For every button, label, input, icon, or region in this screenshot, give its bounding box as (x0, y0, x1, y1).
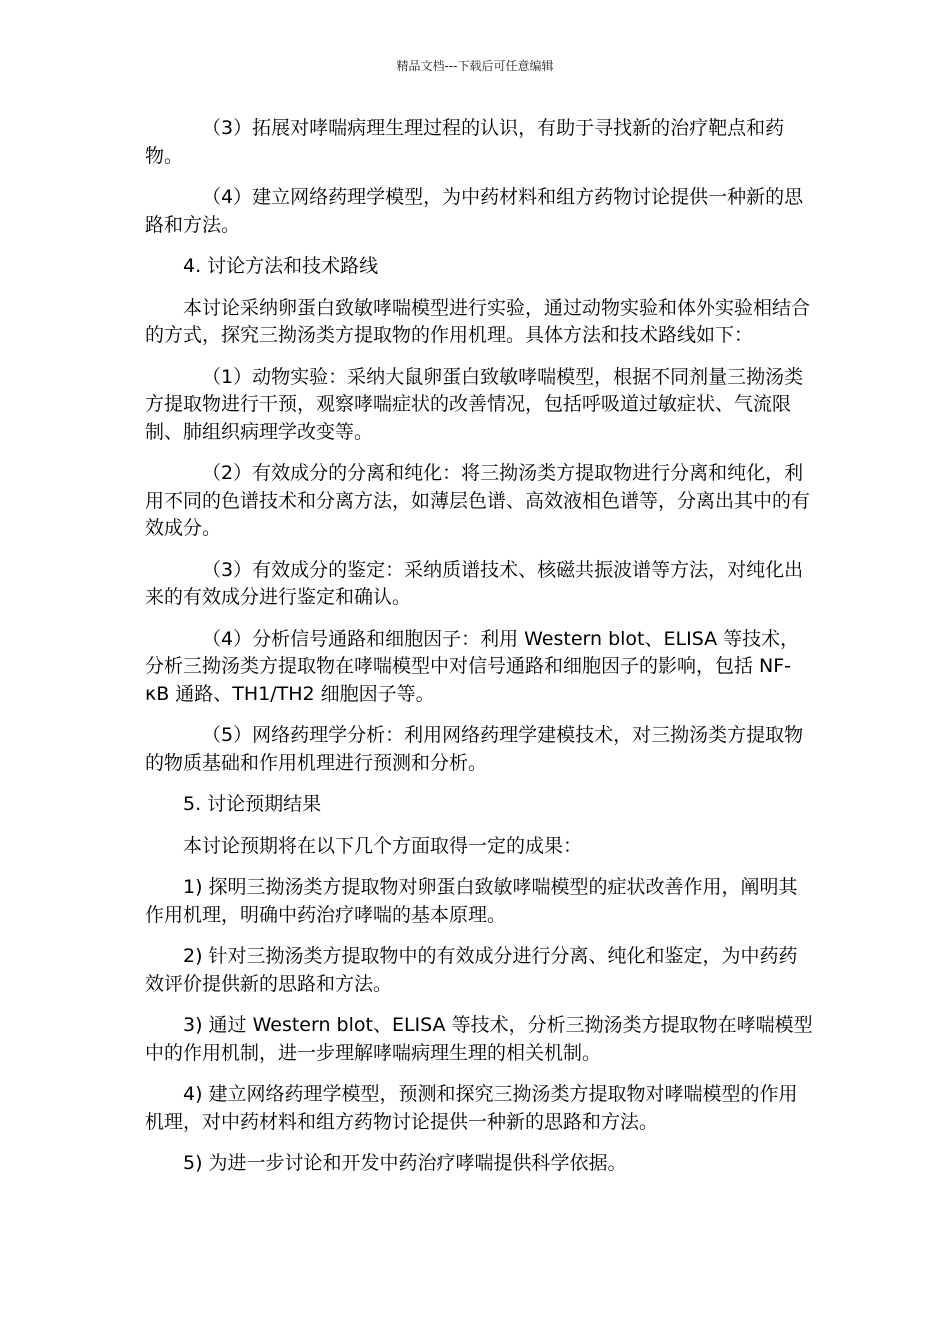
document-body (145, 115, 813, 1192)
paragraph-result-1: 1) 探明三拗汤类方提取物对卵蛋白致敏哮喘模型的症状改善作用，阐明其作用机理，明确中药治疗哮喘的基本原理。 (145, 876, 798, 926)
paragraph-method-3: （3）有效成分的鉴定：采纳质谱技术、核磁共振波谱等方法，对纯化出来的有效成分进行鉴定和确认。 (145, 558, 804, 608)
paragraph-objective-3: （3）拓展对哮喘病理生理过程的认识，有助于寻找新的治疗靶点和药物。 (145, 117, 785, 167)
paragraph-method-4: （4）分析信号通路和细胞因子：利用 Western blot、ELISA 等技术，分析三拗汤类方提取物在哮喘模型中对信号通路和细胞因子的影响，包括 NF-κB 通路、TH1/TH2 细胞因子等。 (145, 627, 800, 705)
paragraph-method-5: （5）网络药理学分析：利用网络药理学建模技术，对三拗汤类方提取物的物质基础和作用机理进行预测和分析。 (145, 724, 804, 774)
paragraph-result-3: 3) 通过 Western blot、ELISA 等技术，分析三拗汤类方提取物在哮喘模型中的作用机制，进一步理解哮喘病理生理的相关机制。 (145, 1014, 813, 1064)
paragraph-result-4: 4) 建立网络药理学模型，预测和探究三拗汤类方提取物对哮喘模型的作用机理，对中药材料和组方药物讨论提供一种新的思路和方法。 (145, 1083, 798, 1133)
paragraph-result-5: 5) 为进一步讨论和开发中药治疗哮喘提供科学依据。 (183, 1152, 627, 1174)
page-header: 精品文档---下载后可任意编辑 (396, 59, 554, 73)
section-heading-results: 5. 讨论预期结果 (183, 793, 322, 815)
paragraph-methods-intro: 本讨论采纳卵蛋白致敏哮喘模型进行实验，通过动物实验和体外实验相结合的方式，探究三拗汤类方提取物的作用机理。具体方法和技术路线如下： (145, 296, 811, 346)
paragraph-objective-4: （4）建立网络药理学模型，为中药材料和组方药物讨论提供一种新的思路和方法。 (145, 186, 804, 236)
paragraph-method-2: （2）有效成分的分离和纯化：将三拗汤类方提取物进行分离和纯化，利用不同的色谱技术和分离方法，如薄层色谱、高效液相色谱等，分离出其中的有效成分。 (145, 462, 811, 539)
paragraph-results-intro: 本讨论预期将在以下几个方面取得一定的成果： (183, 834, 583, 857)
paragraph-result-2: 2) 针对三拗汤类方提取物中的有效成分进行分离、纯化和鉴定，为中药药效评价提供新的思路和方法。 (145, 945, 798, 995)
section-heading-methods: 4. 讨论方法和技术路线 (183, 255, 379, 277)
paragraph-method-1: （1）动物实验：采纳大鼠卵蛋白致敏哮喘模型，根据不同剂量三拗汤类方提取物进行干预，观察哮喘症状的改善情况，包括呼吸道过敏症状、气流限制、肺组织病理学改变等。 (145, 365, 804, 443)
